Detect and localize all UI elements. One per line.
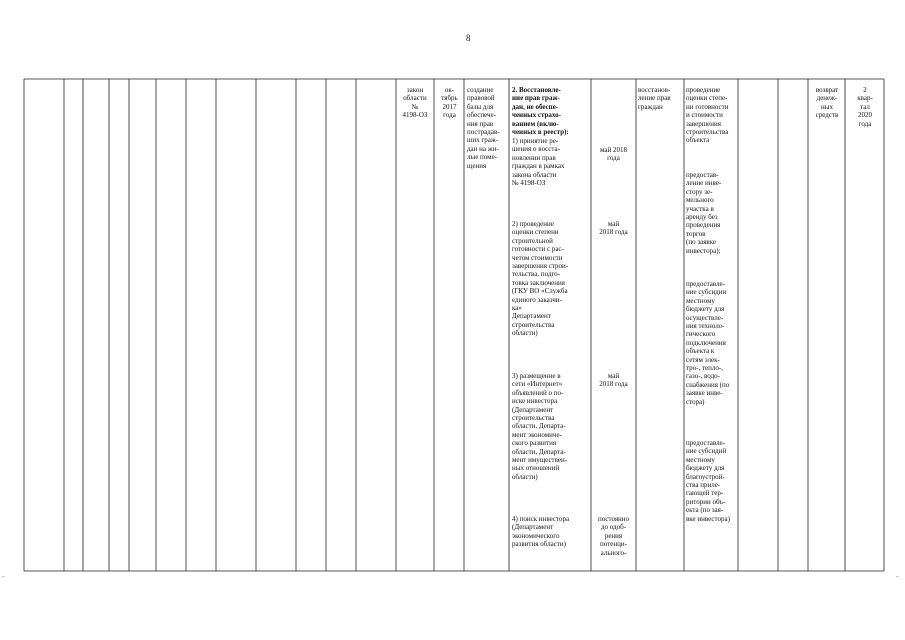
support-item-4: предоставле- ние субсидий местному бюджету для благоустрой- ства приле- гающей тер- ритории объ- екта (по зая- вке инвестора) — [686, 439, 730, 523]
deadline-3: май 2018 года — [599, 372, 628, 389]
deadline-4: постоянно до одоб- рения потенци- ального- — [597, 515, 630, 557]
deadline-1: май 2018 года — [600, 146, 627, 163]
margin-mark-right: - — [896, 572, 899, 581]
support-item-2: предостав- ление инве- стору зе- мельного участка в аренду без проведения торгов (по заявке инвестора); — [686, 171, 722, 255]
page-number: 8 — [466, 33, 471, 43]
support-item-1: проведение оценки степе- ни готовности и стоимости завершения строительства объекта — [686, 86, 729, 145]
margin-mark-left: - — [2, 572, 5, 581]
purpose-cell: создание правовой базы для обеспече- ния прав пострадав- ших граж- дан на жи- лые поме- щения — [467, 86, 500, 170]
measure-item-3: 3) размещение в сети «Интернет» объявлений о по- иске инвестора (Департамент строительства области, Департа- мент экономиче- ского развития области, Департа- мент имуществен- ных отношений области) — [512, 372, 568, 481]
adoption-date-cell: ок- тябрь 2017 года — [441, 86, 458, 120]
measure-item-2: 2) проведение оценки степени строительной готовности с рас- четом стоимости завершения строи- тельства, подго- товка заключения (ГКУ ВО «Служба единого заказчи- ка» Департамент строительства области) — [512, 220, 569, 338]
refund-cell: возврат денеж- ных средств — [815, 86, 839, 120]
support-item-3: предоставле- ние субсидии местному бюджету для осуществле- ния техноло- гического подключения объекта к сетям элек- тро-, тепло-, газо-, водо- снабжения (по заявке инве- стора) — [686, 280, 730, 406]
measure-heading: 2. Восстановле- ние прав граж- дан, не обеспе- ченных страхо- ванием (вклю- ченных в реестр): — [512, 86, 569, 137]
legal-act-cell: закон области № 4198-ОЗ — [402, 86, 428, 120]
measure-item-1: 1) принятие ре- шения о восста- новлении прав граждан в рамках закона области № 4198-ОЗ — [512, 137, 565, 188]
expected-result-cell: восстанов- ление прав граждан — [638, 86, 671, 111]
deadline-2: май 2018 года — [599, 220, 628, 237]
refund-period-cell: 2 квар- тал 2020 года — [857, 86, 873, 128]
measure-item-4: 4) поиск инвестора (Департамент экономического развития области) — [512, 515, 570, 549]
